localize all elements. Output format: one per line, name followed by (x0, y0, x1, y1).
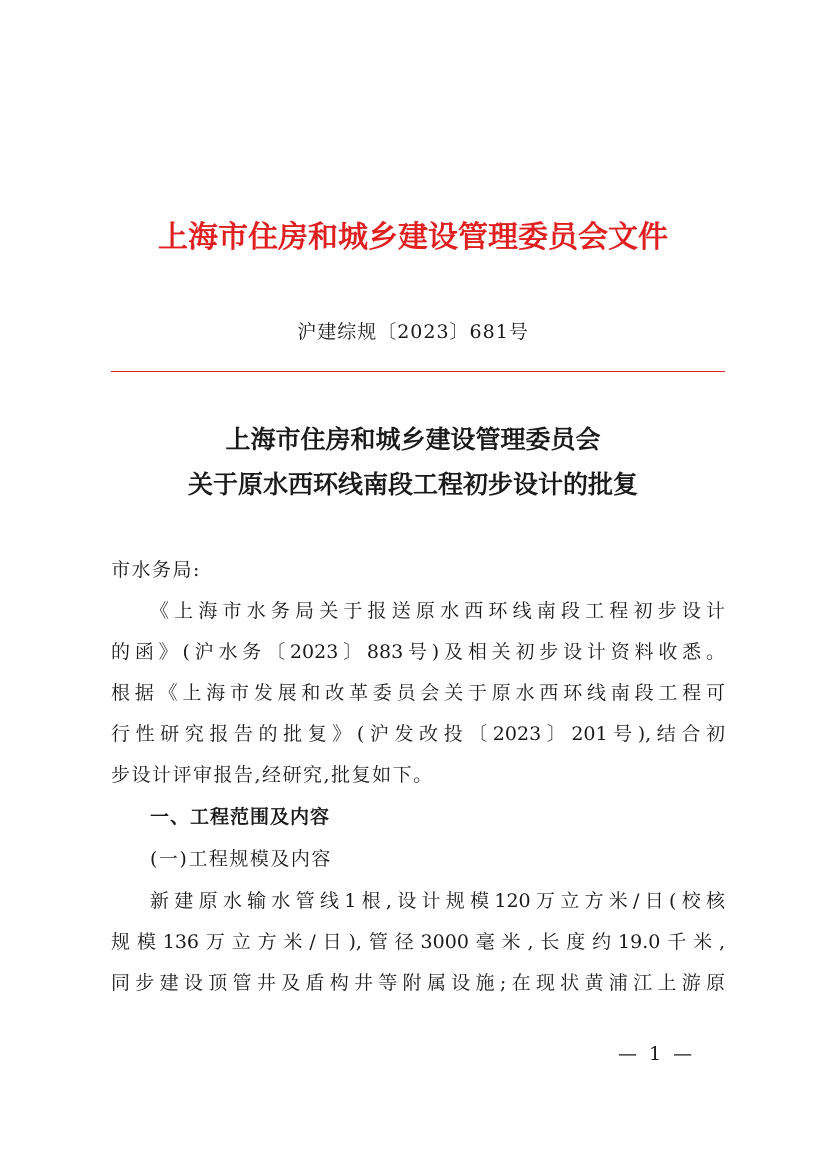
issuer-title: 上海市住房和城乡建设管理委员会文件 (158, 220, 668, 255)
paragraph-line: 步设计评审报告,经研究,批复如下。 (111, 764, 434, 786)
document-number: 沪建综规〔2023〕681号 (297, 321, 529, 343)
paragraph-line: 行性研究报告的批复》(沪发改投〔2023〕201号),结合初 (111, 723, 725, 745)
paragraph-line: 新建原水输水管线1根,设计规模120万立方米/日(校核 (150, 890, 725, 912)
document-title-line-1: 上海市住房和城乡建设管理委员会 (225, 425, 601, 454)
paragraph-line: 的函》(沪水务〔2023〕883号)及相关初步设计资料收悉。 (111, 641, 725, 663)
page-number: — 1 — (618, 1043, 696, 1065)
paragraph-line: 根据《上海市发展和改革委员会关于原水西环线南段工程可 (111, 682, 725, 704)
paragraph-line: 规模136万立方米/日),管径3000毫米,长度约19.0千米, (111, 931, 725, 953)
subsection-heading: (一)工程规模及内容 (150, 848, 332, 870)
paragraph-line: 《上海市水务局关于报送原水西环线南段工程初步设计 (150, 600, 725, 622)
section-heading: 一、工程范围及内容 (150, 806, 331, 828)
document-title-line-2: 关于原水西环线南段工程初步设计的批复 (187, 470, 638, 499)
addressee: 市水务局: (111, 559, 201, 581)
paragraph-line: 同步建设顶管井及盾构井等附属设施;在现状黄浦江上游原 (111, 972, 725, 994)
red-divider-line (111, 371, 725, 372)
